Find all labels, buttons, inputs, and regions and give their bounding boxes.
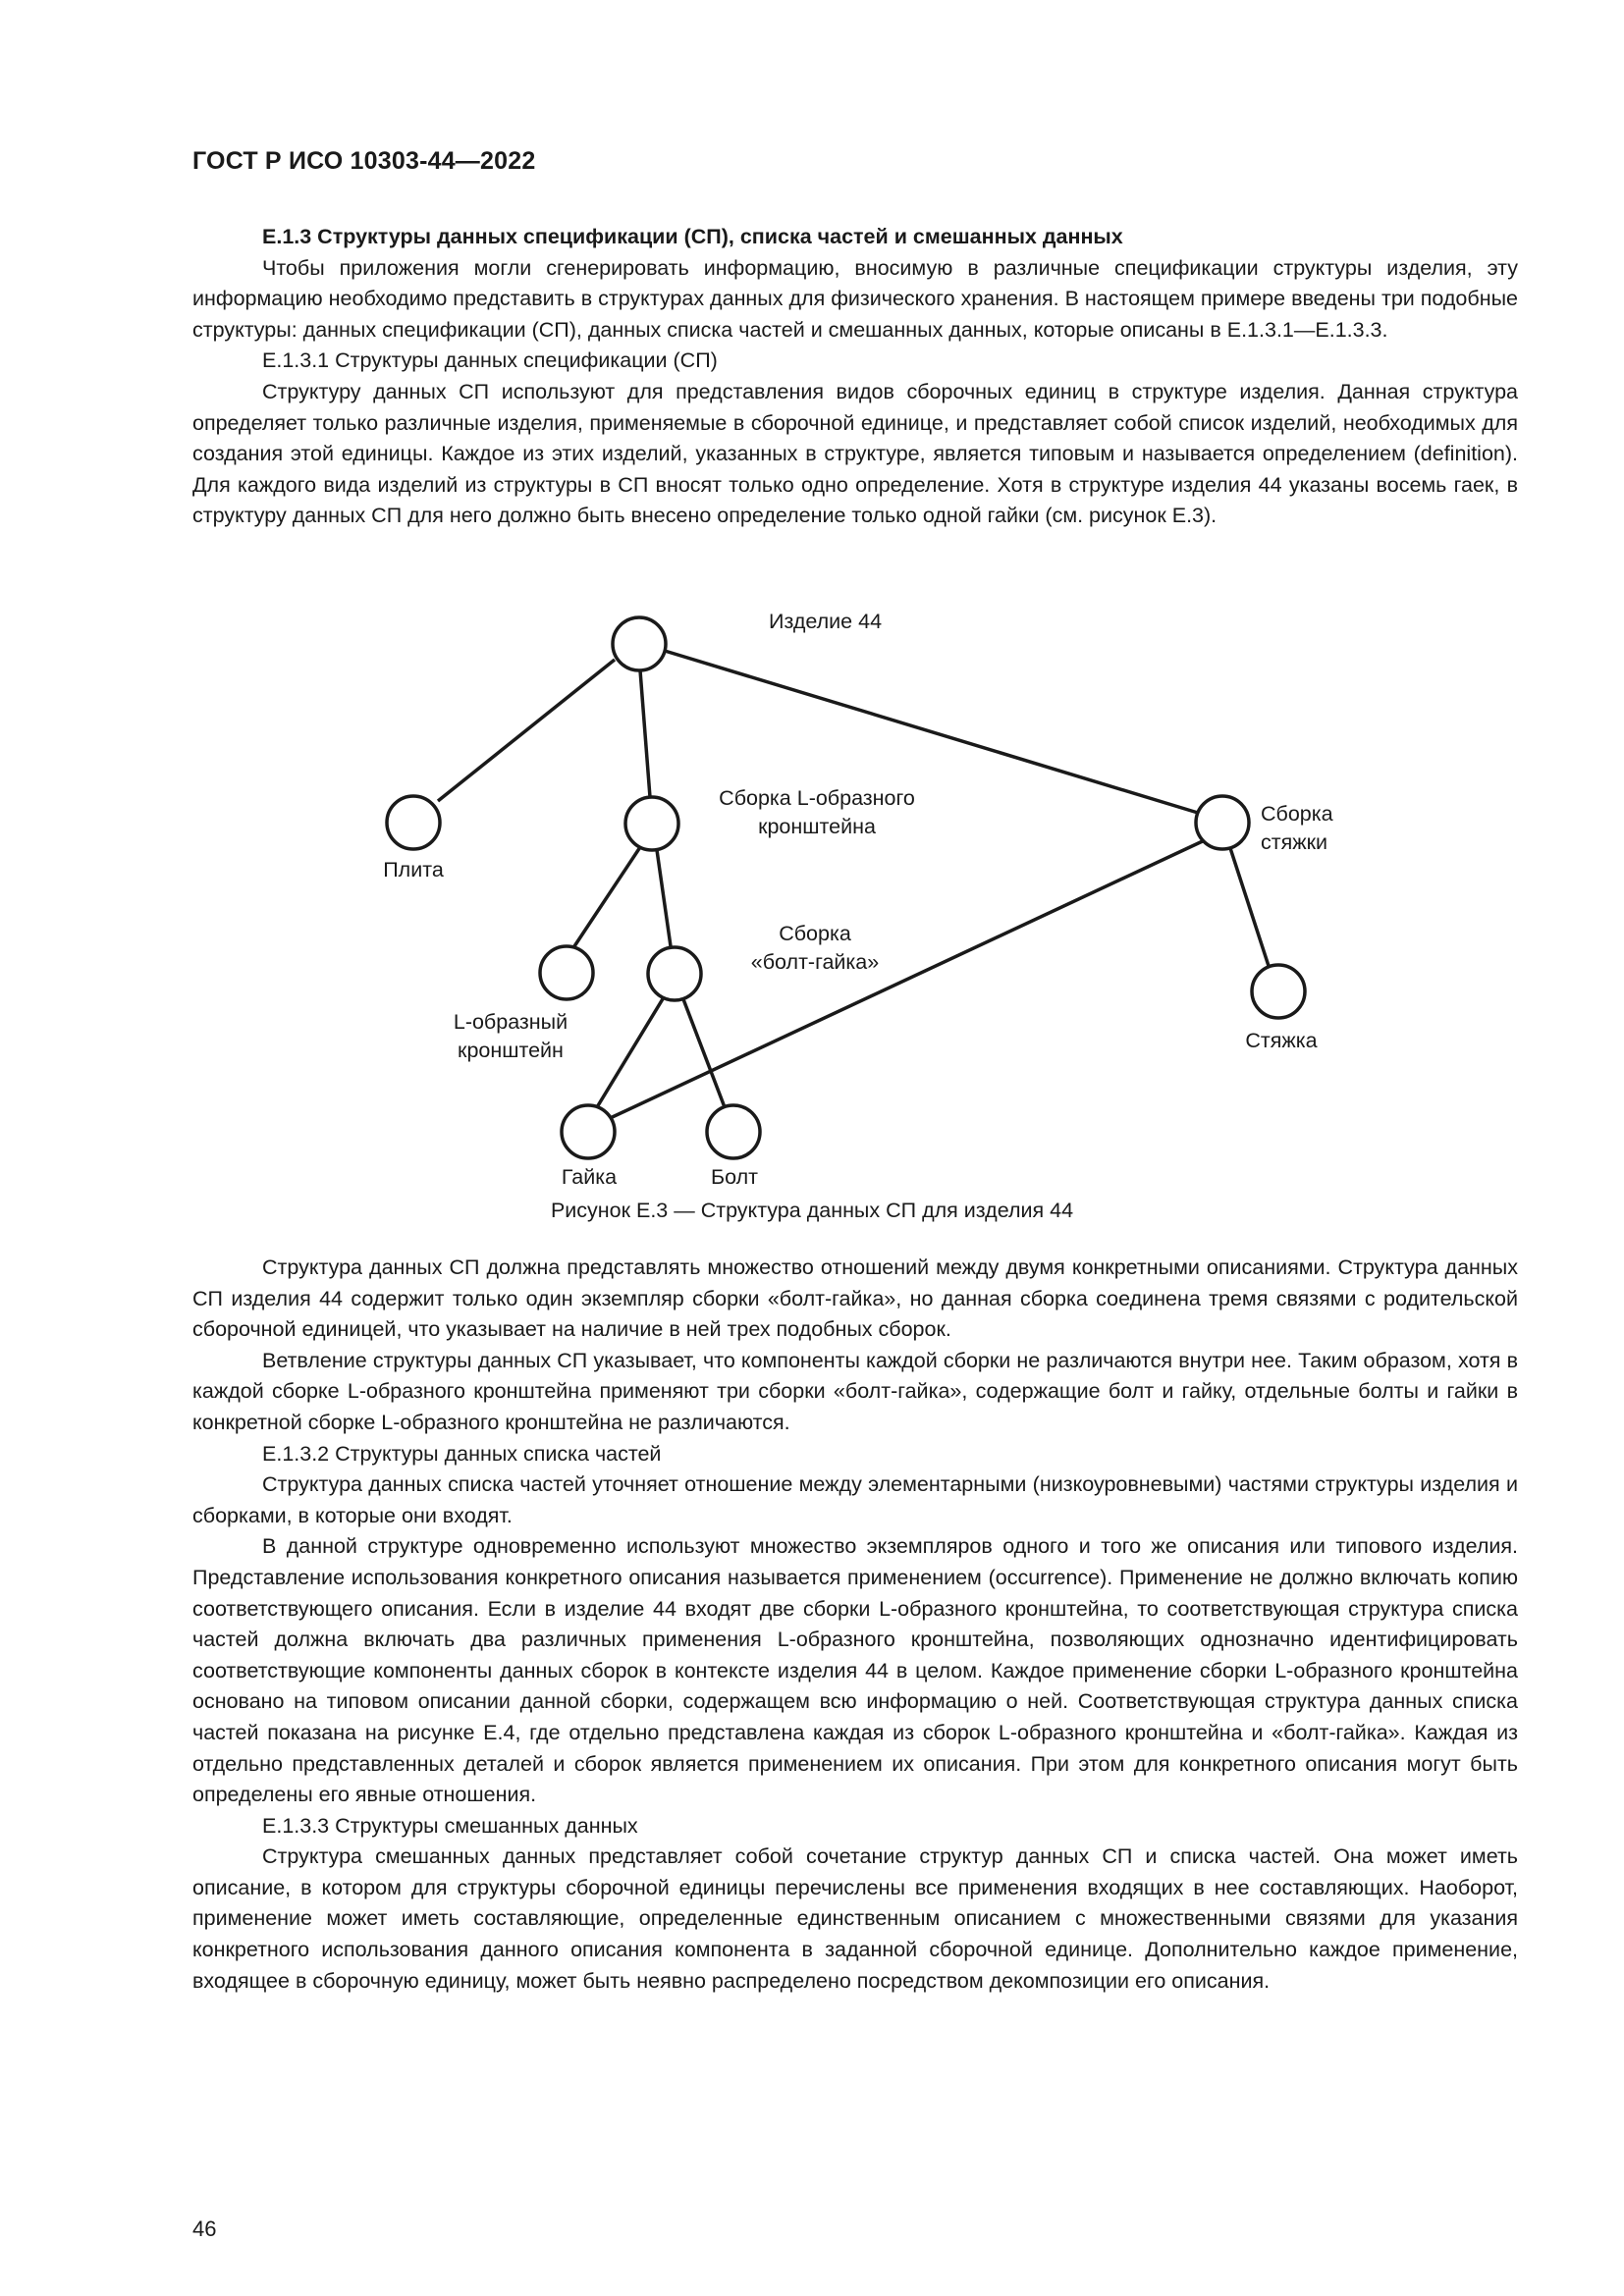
node-nut: [562, 1105, 615, 1158]
label-bolt: Болт: [711, 1165, 758, 1189]
node-boltnut-assembly: [648, 947, 701, 1000]
label-bracket-assembly: [699, 784, 935, 841]
section-heading-e-1-3: Е.1.3 Структуры данных спецификации (СП), списка частей и смешанных данных: [262, 225, 1123, 248]
figure-e3-diagram: [0, 589, 1624, 1237]
section-text-lower: [192, 1253, 1518, 1997]
label-plate: Плита: [383, 858, 444, 881]
label-nut: Гайка: [561, 1165, 618, 1189]
label-bracket-line1: L-образный: [453, 1010, 568, 1034]
document-header: ГОСТ Р ИСО 10303-44—2022: [192, 147, 536, 175]
label-bracket-assembly-line1: Сборка L-образного: [719, 786, 915, 810]
section-text-upper: [192, 222, 1518, 532]
subsection-heading-e-1-3-2: Е.1.3.2 Структуры данных списка частей: [262, 1441, 662, 1466]
node-product-44: [613, 617, 666, 670]
edge-tie-assembly-tie: [1230, 848, 1269, 966]
label-boltnut-assembly: [727, 920, 903, 977]
node-bracket-assembly: [625, 797, 678, 850]
paragraph: Структура данных списка частей уточняет отношение между элементарными (низкоуровневыми) частями структуры изделия и сборками, в которые они входят.: [192, 1472, 1518, 1527]
label-bracket: [432, 1008, 589, 1065]
edge-boltnut-nut: [597, 997, 664, 1107]
page-number: 46: [192, 2216, 217, 2241]
paragraph: В данной структуре одновременно используют множество экземпляров одного и того же описания или типового изделия. Представление использования конкретного описания называется применением (occurrence). Применение не должно включать копию соответствующего описания. Если в изделие 44 входят две сборки L-образного кронштейна, то соответствующая структура списка частей должна включать два различных применения L-образного кронштейна, позволяющих однозначно идентифицировать соответствующие компоненты данных сборок в контексте изделия 44 в целом. Каждое применение сборки L-образного кронштейна основано на типовом описании данной сборки, содержащем всю информацию о ней. Соответствующая структура данных списка частей показана на рисунке Е.4, где отдельно представлена каждая из сборок L-образного кронштейна и «болт-гайка». Каждая из отдельно представленных деталей и сборок является применением их описания. При этом для конкретного описания могут быть определены его явные отношения.: [192, 1534, 1518, 1807]
label-bracket-line2: кронштейн: [458, 1039, 564, 1062]
label-tie-assembly: [1261, 800, 1333, 857]
edge-boltnut-bolt: [683, 999, 725, 1107]
label-product-44: Изделие 44: [769, 610, 883, 633]
paragraph: Ветвление структуры данных СП указывает, что компоненты каждой сборки не различаются внутри нее. Таким образом, хотя в каждой сборке L-образного кронштейна применяют три сборки «болт-гайка», содержащие болт и гайку, отдельные болты и гайки в конкретной сборке L-образного кронштейна не различаются.: [192, 1348, 1518, 1434]
paragraph: Структуру данных СП используют для представления видов сборочных единиц в структуре изделия. Данная структура определяет только различные изделия, применяемые в сборочной единице, и представляет собой список изделий, необходимых для создания этой единицы. Каждое из этих изделий, указанных в структуре, является типовым и называется определением (definition). Для каждого вида изделий из структуры в СП вносят только одно определение. Хотя в структуре изделия 44 указаны восемь гаек, в структуру данных СП для него должно быть внесено определение только одной гайки (см. рисунок Е.3).: [192, 379, 1518, 528]
subsection-heading-e-1-3-3: Е.1.3.3 Структуры смешанных данных: [262, 1813, 638, 1838]
node-tie-assembly: [1196, 796, 1249, 849]
node-bolt: [707, 1105, 760, 1158]
label-bracket-assembly-line2: кронштейна: [758, 815, 876, 838]
label-tie: Стяжка: [1245, 1029, 1318, 1052]
label-boltnut-assembly-line2: «болт-гайка»: [750, 950, 880, 974]
label-tie-assembly-line1: Сборка: [1261, 802, 1333, 826]
edge-bracket-assembly-boltnut: [657, 850, 671, 946]
paragraph: Структура смешанных данных представляет собой сочетание структур данных СП и списка частей. Она может иметь описание, в котором для структуры сборочной единицы перечислены все применения входящих в нее составляющих. Наоборот, применение может иметь составляющие, определенные единственным описанием с множественными связями для указания конкретного использования данного описания компонента в заданной сборочной единице. Дополнительно каждое применение, входящее в сборочную единицу, может быть неявно распределено посредством декомпозиции его описания.: [192, 1844, 1518, 1993]
node-tie: [1252, 965, 1305, 1018]
tree-diagram: [0, 589, 1624, 1237]
node-plate: [387, 796, 440, 849]
edge-bracket-assembly-bracket: [574, 847, 640, 946]
figure-caption: Рисунок Е.3 — Структура данных СП для изделия 44: [550, 1199, 1074, 1222]
node-bracket: [540, 946, 593, 999]
edge-product-plate: [438, 660, 615, 801]
label-tie-assembly-line2: стяжки: [1261, 830, 1328, 854]
paragraph: Структура данных СП должна представлять множество отношений между двумя конкретными описаниями. Структура данных СП изделия 44 содержит только один экземпляр сборки «болт-гайка», но данная сборка соединена тремя связями с родительской сборочной единицей, что указывает на наличие в ней трех подобных сборок.: [192, 1255, 1518, 1342]
edge-product-bracket-assembly: [640, 670, 650, 797]
label-boltnut-assembly-line1: Сборка: [779, 922, 851, 945]
paragraph: Чтобы приложения могли сгенерировать информацию, вносимую в различные спецификации структуры изделия, эту информацию необходимо представить в структурах данных для физического хранения. В настоящем примере введены три подобные структуры: данных спецификации (СП), данных списка частей и смешанных данных, которые описаны в Е.1.3.1—Е.1.3.3.: [192, 255, 1518, 342]
subsection-heading-e-1-3-1: Е.1.3.1 Структуры данных спецификации (СП): [262, 348, 718, 373]
